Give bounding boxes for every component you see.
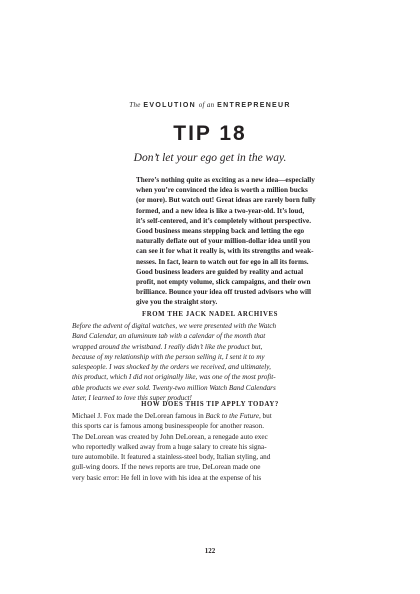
- running-head-evolution: EVOLUTION: [143, 102, 196, 109]
- body-line: who reportedly walked away from a huge salary to create his signa-: [72, 442, 267, 451]
- body-text: , but: [258, 412, 272, 420]
- lead-line: formed, and a new idea is like a two-year-old. It’s loud,: [136, 206, 305, 215]
- archive-line: this product, which I did not originally like, was one of the most profit-: [72, 373, 276, 382]
- body-line: very basic error: He fell in love with his idea at the expense of his: [72, 473, 262, 482]
- body-line: this sports car is famous among businesspeople for another reason.: [72, 422, 265, 431]
- tip-title-text: TIP 18: [168, 122, 251, 145]
- lead-line: Good business leaders are guided by reality and actual: [136, 267, 304, 276]
- running-head: [0, 101, 420, 109]
- body-line: gull-wing doors. If the news reports are true, DeLorean made one: [72, 463, 261, 472]
- body-line: [72, 411, 357, 421]
- running-head-the: The: [129, 101, 141, 109]
- running-head-entrepreneur: ENTREPRENEUR: [217, 102, 291, 109]
- archive-line: because of my relationship with the person selling it, I sent it to my: [72, 352, 265, 361]
- body-text: Michael J. Fox made the DeLorean famous in: [72, 412, 206, 420]
- lead-line: Good business means stepping back and letting the ego: [136, 227, 305, 236]
- archive-line: salespeople. I was shocked by the orders we received, and ultimately,: [72, 363, 271, 372]
- lead-line: can see it for what it really is, with its strengths and weak-: [136, 247, 314, 256]
- body-paragraph: [72, 411, 357, 483]
- film-title: Back to the Future: [205, 412, 259, 420]
- lead-line: give you the straight story.: [136, 298, 218, 307]
- body-line: The DeLorean was created by John DeLorean, a renegade auto exec: [72, 432, 268, 441]
- archive-line: wrapped around the wristband. I really didn’t like the product but,: [72, 342, 263, 351]
- lead-line: naturally deflate out of your million-dollar idea until you: [136, 237, 311, 246]
- archive-paragraph: [72, 321, 357, 403]
- lead-line: There’s nothing quite as exciting as a new idea—especially: [136, 176, 315, 184]
- tip-subtitle: Don’t let your ego get in the way.: [133, 152, 287, 164]
- lead-line: (or more). But watch out! Great ideas are rarely born fully: [136, 196, 316, 205]
- running-head-of-an: of an: [198, 101, 215, 109]
- archive-line: able products we ever sold. Twenty-two million Watch Band Calendars: [72, 383, 276, 392]
- body-line: ture automobile. It featured a stainless-steel body, Italian styling, and: [72, 453, 271, 462]
- archive-line: Before the advent of digital watches, we were presented with the Watch: [72, 322, 277, 330]
- lead-line: brilliance. Bounce your idea off trusted advisors who will: [136, 288, 311, 297]
- lead-line: profit, not empty volume, slick campaigns, and their own: [136, 278, 311, 287]
- apply-heading: HOW DOES THIS TIP APPLY TODAY?: [141, 401, 279, 408]
- lead-line: nesses. In fact, learn to watch out for ego in all its forms.: [136, 257, 309, 266]
- archive-line: later, I learned to love this super product!: [72, 394, 192, 403]
- lead-line: when you’re convinced the idea is worth a million bucks: [136, 186, 308, 195]
- lead-line: it’s self-centered, and it’s completely without perspective.: [136, 216, 311, 225]
- tip-title: [0, 122, 420, 146]
- page-number: 122: [204, 547, 216, 555]
- lead-paragraph: [136, 175, 322, 308]
- archive-line: Band Calendar, an aluminum tab with a calendar of the month that: [72, 332, 266, 341]
- archives-heading: FROM THE JACK NADEL ARCHIVES: [141, 311, 278, 318]
